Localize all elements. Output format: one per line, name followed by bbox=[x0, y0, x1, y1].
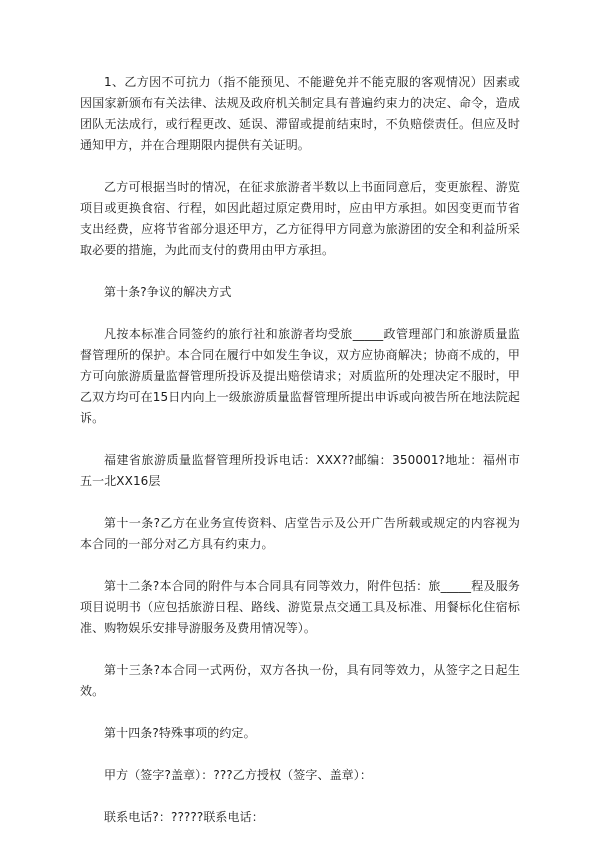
paragraph-spacer bbox=[80, 639, 520, 660]
article-12: 第十二条?本合同的附件与本合同具有同等效力，附件包括：旅_____程及服务项目说明书（应包括旅游日程、路线、游览景点交通工具及标准、用餐标化住宿标准、购物娱乐安排导游服务及费用情况等）。 bbox=[80, 579, 520, 635]
paragraph-spacer bbox=[80, 555, 520, 576]
article-10-heading: 第十条?争议的解决方式 bbox=[104, 285, 232, 299]
paragraph-spacer bbox=[80, 702, 520, 723]
document-body bbox=[80, 72, 520, 828]
paragraph-spacer bbox=[80, 492, 520, 513]
paragraph-spacer bbox=[80, 303, 520, 324]
article-11: 第十一条?乙方在业务宣传资料、店堂告示及公开广告所载或规定的内容视为本合同的一部分对乙方具有约束力。 bbox=[80, 516, 520, 551]
paragraph-dispute-resolution: 凡按本标准合同签约的旅行社和旅游者均受旅_____政管理部门和旅游质量监督管理所的保护。本合同在履行中如发生争议，双方应协商解决；协商不成的，甲方可向旅游质量监督管理所投诉及提出赔偿请求；对质监所的处理决定不服时，甲乙双方均可在15日内向上一级旅游质量监督管理所提出申诉或向被告所在地法院起诉。 bbox=[80, 327, 520, 425]
article-14: 第十四条?特殊事项的约定。 bbox=[104, 726, 256, 740]
paragraph-spacer bbox=[80, 261, 520, 282]
paragraph-force-majeure: 1、乙方因不可抗力（指不能预见、不能避免并不能克服的客观情况）因素或因国家新颁布有关法律、法规及政府机关制定具有普遍约束力的决定、命令，造成团队无法成行，或行程更改、延误、滞留或提前结束时，不负赔偿责任。但应及时通知甲方，并在合理期限内提供有关证明。 bbox=[80, 75, 520, 152]
paragraph-complaint-contact: 福建省旅游质量监督管理所投诉电话：XXX??邮编：350001?地址：福州市五一北XX16层 bbox=[80, 453, 520, 488]
paragraph-spacer bbox=[80, 744, 520, 765]
paragraph-itinerary-change: 乙方可根据当时的情况，在征求旅游者半数以上书面同意后，变更旅程、游览项目或更换食宿、行程，如因此超过原定费用时，应由甲方承担。如因变更而节省支出经费，应将节省部分退还甲方，乙方征得甲方同意为旅游团的安全和利益所采取必要的措施，为此而支付的费用由甲方承担。 bbox=[80, 180, 520, 257]
paragraph-spacer bbox=[80, 786, 520, 807]
signature-line: 甲方（签字?盖章）：???乙方授权（签字、盖章）： bbox=[104, 768, 372, 782]
contact-phone-line: 联系电话?：?????联系电话： bbox=[104, 810, 264, 824]
paragraph-spacer bbox=[80, 156, 520, 177]
paragraph-spacer bbox=[80, 429, 520, 450]
article-13: 第十三条?本合同一式两份，双方各执一份，具有同等效力，从签字之日起生效。 bbox=[80, 663, 520, 698]
